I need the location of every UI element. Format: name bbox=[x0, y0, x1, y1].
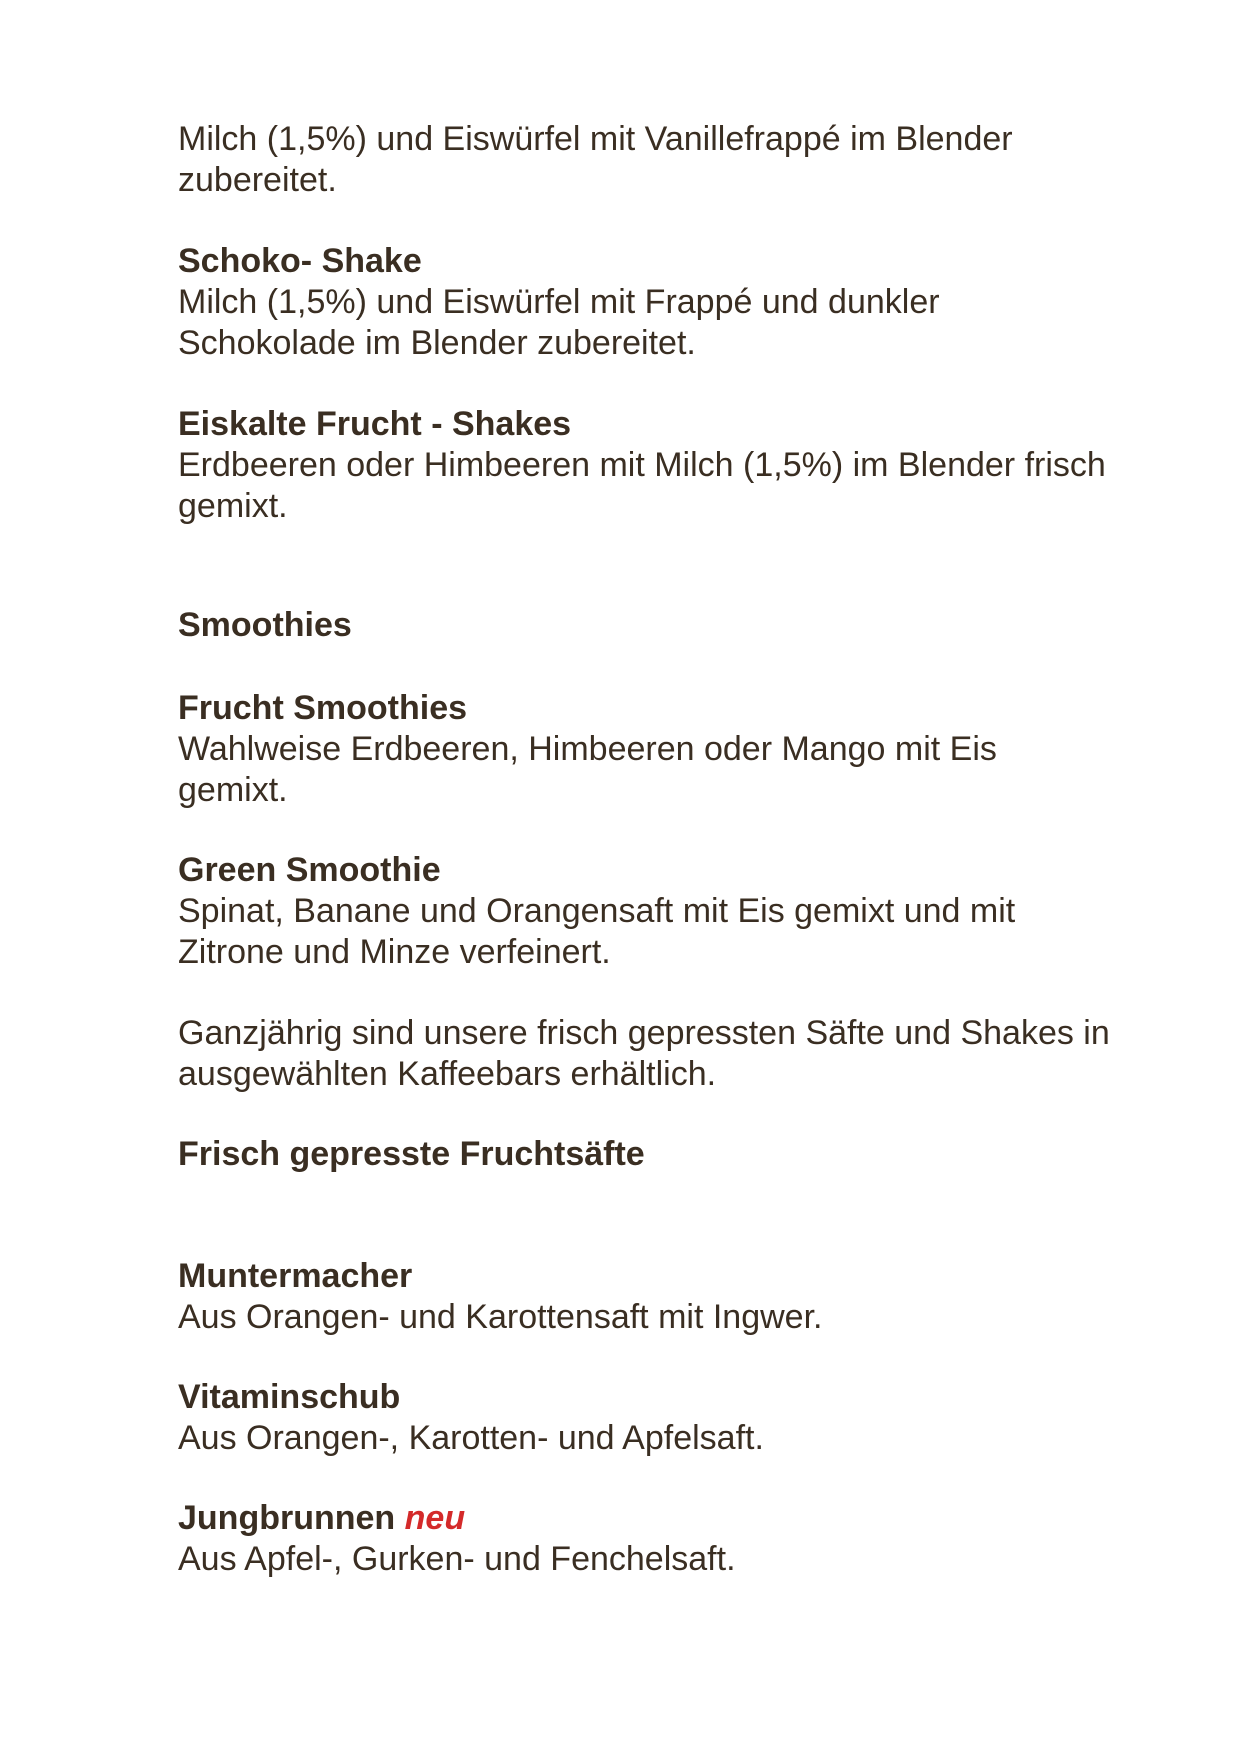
description-line: Wahlweise Erdbeeren, Himbeeren oder Mango mit Eis bbox=[178, 730, 997, 768]
description-line: Zitrone und Minze verfeinert. bbox=[178, 933, 611, 971]
menu-item-vitaminschub bbox=[178, 1377, 1188, 1459]
availability-note bbox=[178, 1013, 1188, 1095]
item-title: Frucht Smoothies bbox=[178, 689, 468, 727]
item-title: Vitaminschub bbox=[178, 1378, 401, 1416]
description-line: Milch (1,5%) und Eiswürfel mit Vanillefrappé im Blender bbox=[178, 120, 1013, 158]
item-title: Jungbrunnen bbox=[178, 1499, 396, 1537]
description-line: Aus Orangen- und Karottensaft mit Ingwer. bbox=[178, 1298, 823, 1336]
section-title: Frisch gepresste Fruchtsäfte bbox=[178, 1135, 645, 1173]
menu-item-frucht-shakes bbox=[178, 404, 1188, 527]
section-title: Smoothies bbox=[178, 606, 352, 644]
item-title-row bbox=[178, 1498, 1188, 1539]
description-line: Schokolade im Blender zubereitet. bbox=[178, 324, 696, 362]
intro-description bbox=[178, 119, 1188, 201]
menu-item-muntermacher bbox=[178, 1256, 1188, 1338]
menu-item-frucht-smoothies bbox=[178, 688, 1188, 811]
description-line: zubereitet. bbox=[178, 161, 337, 199]
description-line: Erdbeeren oder Himbeeren mit Milch (1,5%) im Blender frisch bbox=[178, 446, 1106, 484]
item-title: Eiskalte Frucht - Shakes bbox=[178, 405, 572, 443]
menu-item-green-smoothie bbox=[178, 850, 1188, 973]
section-heading-juices bbox=[178, 1134, 1188, 1175]
description-line: gemixt. bbox=[178, 771, 288, 809]
note-line: ausgewählten Kaffeebars erhältlich. bbox=[178, 1055, 717, 1093]
item-title: Schoko- Shake bbox=[178, 242, 422, 280]
menu-item-schoko-shake bbox=[178, 241, 1188, 364]
description-line: Aus Apfel-, Gurken- und Fenchelsaft. bbox=[178, 1540, 736, 1578]
item-title: Green Smoothie bbox=[178, 851, 441, 889]
description-line: gemixt. bbox=[178, 487, 288, 525]
description-line: Aus Orangen-, Karotten- und Apfelsaft. bbox=[178, 1419, 764, 1457]
new-badge: neu bbox=[404, 1499, 466, 1537]
description-line: Milch (1,5%) und Eiswürfel mit Frappé und dunkler bbox=[178, 283, 940, 321]
section-heading-smoothies bbox=[178, 605, 1188, 646]
description-line: Spinat, Banane und Orangensaft mit Eis gemixt und mit bbox=[178, 892, 1016, 930]
note-line: Ganzjährig sind unsere frisch gepressten Säfte und Shakes in bbox=[178, 1014, 1110, 1052]
item-title: Muntermacher bbox=[178, 1257, 413, 1295]
menu-item-jungbrunnen bbox=[178, 1498, 1188, 1580]
